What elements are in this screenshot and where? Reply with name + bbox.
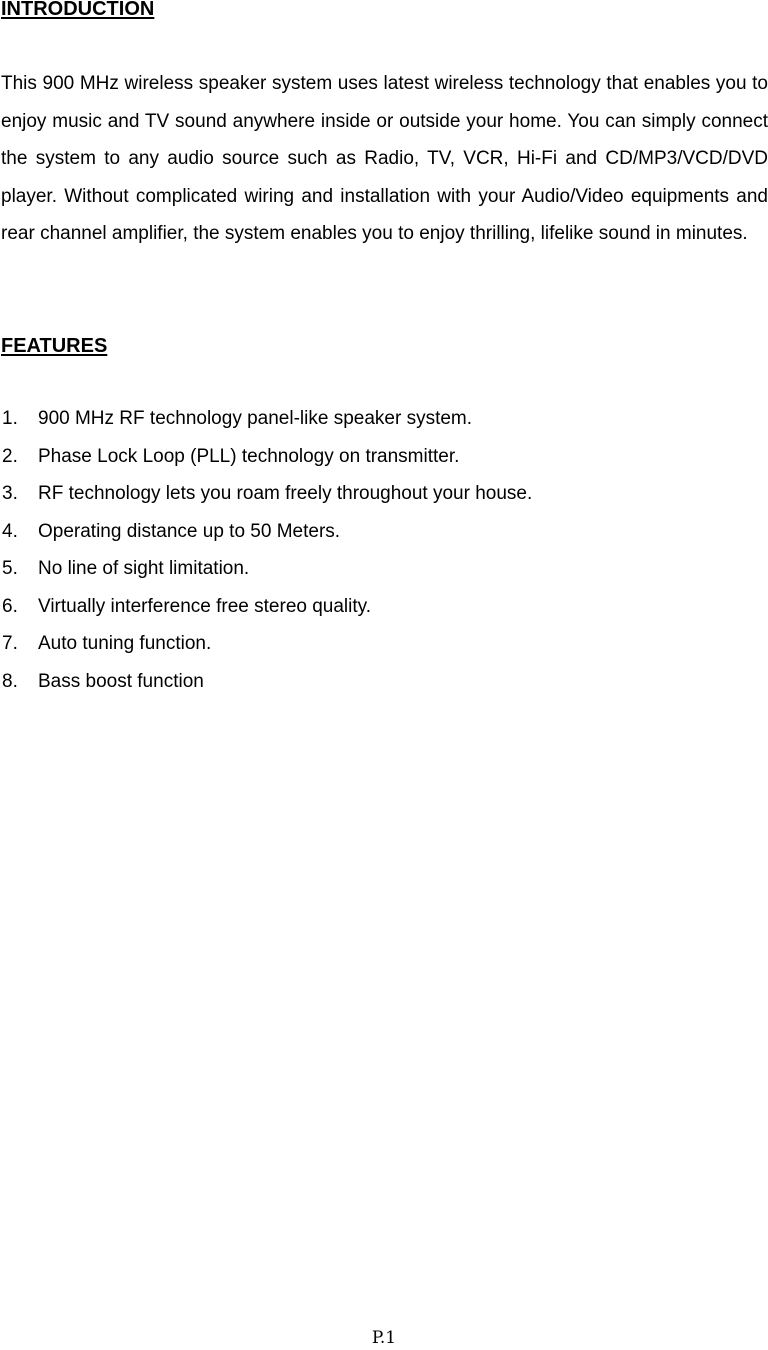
feature-item [0, 475, 768, 513]
feature-text: Bass boost function [38, 670, 204, 692]
feature-number: 3. [2, 483, 18, 504]
feature-text: Operating distance up to 50 Meters. [38, 520, 341, 542]
feature-item [0, 550, 768, 588]
feature-number: 2. [2, 445, 18, 467]
feature-item [0, 400, 768, 438]
feature-number: 6. [2, 595, 18, 617]
feature-number: 4. [2, 520, 18, 542]
feature-text: 900 MHz RF technology panel-like speaker system. [38, 408, 473, 429]
feature-text: Auto tuning function. [38, 633, 212, 654]
features-heading: FEATURES [1, 335, 108, 357]
feature-item [0, 588, 768, 626]
feature-item [0, 438, 768, 476]
introduction-heading: INTRODUCTION [1, 0, 155, 20]
feature-text: Virtually interference free stereo quality. [38, 595, 372, 617]
feature-item [0, 663, 768, 701]
feature-text: No line of sight limitation. [38, 558, 250, 579]
feature-text: Phase Lock Loop (PLL) technology on transmitter. [38, 445, 460, 467]
feature-item [0, 625, 768, 663]
feature-number: 7. [2, 633, 18, 654]
feature-item [0, 513, 768, 551]
feature-text: RF technology lets you roam freely throughout your house. [38, 483, 533, 504]
feature-number: 5. [2, 558, 18, 579]
feature-number: 8. [2, 670, 18, 692]
feature-number: 1. [2, 408, 18, 429]
features-list [0, 400, 768, 700]
page-number: P.1 [371, 1328, 397, 1348]
introduction-paragraph: This 900 MHz wireless speaker system uses latest wireless technology that enables you to enjoy music and TV sound anywhere inside or outside your home. You can simply connect the system to any audio source such as Radio, TV, VCR, Hi-Fi and CD/MP3/VCD/DVD player. Without complicated wiring and installation with your Audio/Video equipments and rear channel amplifier, the system enables you to enjoy thrilling, lifelike sound in minutes. [1, 73, 768, 245]
